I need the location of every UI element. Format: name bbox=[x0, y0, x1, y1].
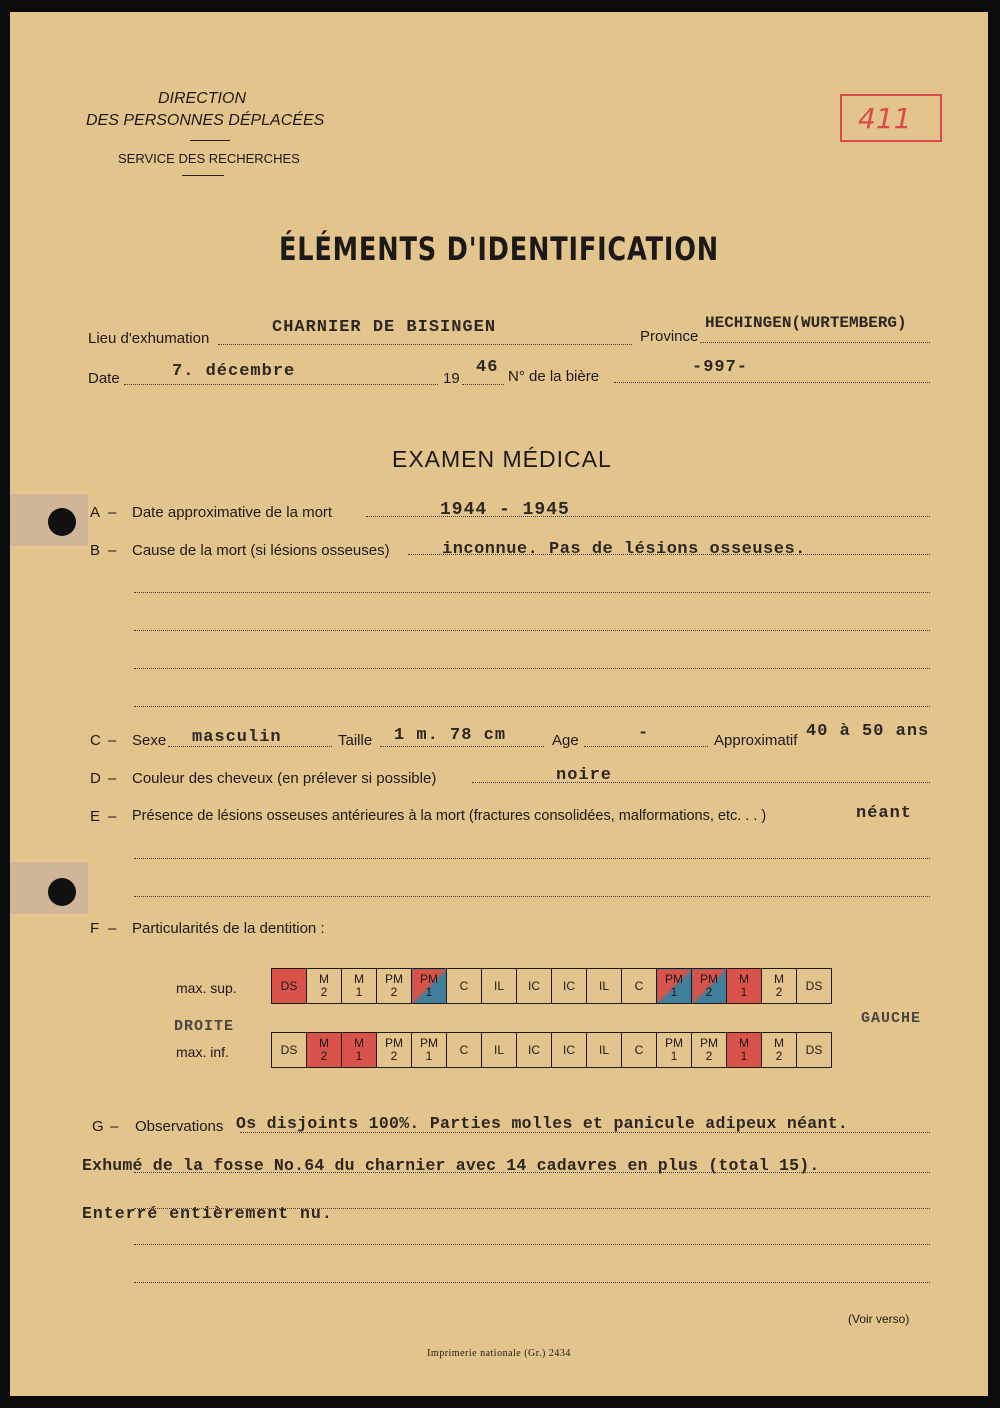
field-b-label: Cause de la mort (si lésions osseuses) bbox=[132, 542, 390, 559]
tooth-type: IL bbox=[493, 1042, 504, 1057]
dotted-line bbox=[584, 746, 708, 747]
header-service: SERVICE DES RECHERCHES bbox=[118, 151, 300, 166]
dotted-line bbox=[134, 858, 930, 859]
tooth-number: 1 bbox=[425, 985, 433, 999]
tooth-type: C bbox=[634, 978, 644, 993]
field-a-letter: A bbox=[90, 504, 101, 521]
province-label: Province bbox=[640, 328, 699, 345]
lesions-value: néant bbox=[856, 804, 913, 823]
tooth-type: IC bbox=[563, 978, 575, 993]
dash: – bbox=[108, 770, 117, 787]
upper-tooth-cell bbox=[552, 969, 587, 1004]
dotted-line bbox=[380, 746, 544, 747]
place-label: Lieu d'exhumation bbox=[88, 330, 210, 347]
dash: – bbox=[110, 1118, 119, 1135]
tooth-type: M bbox=[774, 972, 784, 986]
observations-line-3: Enterré entièrement nu. bbox=[82, 1204, 333, 1223]
tooth-number: 2 bbox=[705, 985, 713, 999]
tooth-type: PM bbox=[665, 972, 683, 986]
upper-tooth-cell bbox=[307, 969, 342, 1004]
tooth-type: IL bbox=[598, 978, 609, 993]
tooth-number: 1 bbox=[740, 1049, 748, 1063]
upper-teeth-chart bbox=[271, 968, 832, 1004]
tooth-type: IC bbox=[528, 978, 540, 993]
tooth-type: M bbox=[319, 972, 329, 986]
tooth-type: M bbox=[354, 1036, 364, 1050]
dotted-line bbox=[134, 592, 930, 593]
tooth-type: M bbox=[739, 1036, 749, 1050]
field-d-letter: D bbox=[90, 770, 101, 787]
dotted-line bbox=[462, 384, 504, 385]
dotted-line bbox=[134, 630, 930, 631]
lower-tooth-cell bbox=[482, 1033, 517, 1068]
field-a-label: Date approximative de la mort bbox=[132, 504, 333, 521]
tooth-type: PM bbox=[385, 972, 403, 986]
upper-tooth-cell bbox=[517, 969, 552, 1004]
date-label: Date bbox=[88, 370, 120, 387]
dotted-line bbox=[218, 344, 632, 345]
tooth-type: IL bbox=[598, 1042, 609, 1057]
sex-value: masculin bbox=[192, 728, 282, 747]
upper-tooth-cell bbox=[482, 969, 517, 1004]
divider bbox=[190, 140, 230, 141]
field-a-value: 1944 - 1945 bbox=[440, 500, 570, 520]
tooth-type: C bbox=[459, 1042, 469, 1057]
year-prefix: 19 bbox=[443, 370, 460, 387]
lower-tooth-cell bbox=[342, 1033, 377, 1068]
tooth-type: DS bbox=[280, 978, 298, 993]
header-department: DES PERSONNES DÉPLACÉES bbox=[86, 112, 325, 129]
lower-tooth-cell bbox=[447, 1033, 482, 1068]
dash: – bbox=[108, 732, 117, 749]
tooth-type: DS bbox=[805, 978, 823, 993]
tooth-type: PM bbox=[700, 1036, 718, 1050]
dotted-line bbox=[134, 668, 930, 669]
right-side-label: DROITE bbox=[174, 1018, 235, 1035]
province-value: HECHINGEN(WURTEMBERG) bbox=[705, 314, 907, 332]
lower-tooth-cell bbox=[727, 1033, 762, 1068]
field-f-letter: F bbox=[90, 920, 100, 937]
tooth-number: 2 bbox=[705, 1049, 713, 1063]
dotted-line bbox=[134, 1244, 930, 1245]
dotted-line bbox=[614, 382, 930, 383]
tooth-type: M bbox=[319, 1036, 329, 1050]
lower-tooth-cell bbox=[517, 1033, 552, 1068]
height-label: Taille bbox=[338, 732, 373, 749]
lower-tooth-cell bbox=[412, 1033, 447, 1068]
upper-tooth-cell bbox=[272, 969, 307, 1004]
divider bbox=[182, 175, 224, 176]
approx-label: Approximatif bbox=[714, 732, 798, 749]
upper-tooth-cell bbox=[412, 969, 447, 1004]
tooth-number: 2 bbox=[390, 985, 398, 999]
tooth-type: PM bbox=[420, 1036, 438, 1050]
place-value: CHARNIER DE BISINGEN bbox=[272, 318, 497, 337]
hair-label: Couleur des cheveux (en prélever si possible) bbox=[132, 770, 437, 787]
lower-tooth-cell bbox=[552, 1033, 587, 1068]
tooth-type: PM bbox=[420, 972, 438, 986]
lower-tooth-cell bbox=[797, 1033, 832, 1068]
form-page bbox=[10, 12, 988, 1396]
file-number-stamp bbox=[840, 94, 942, 142]
field-b-value: inconnue. Pas de lésions osseuses. bbox=[442, 540, 806, 559]
punch-hole bbox=[48, 508, 76, 536]
sex-label: Sexe bbox=[132, 732, 167, 749]
lower-tooth-cell bbox=[272, 1033, 307, 1068]
lower-tooth-cell bbox=[307, 1033, 342, 1068]
tooth-type: PM bbox=[385, 1036, 403, 1050]
upper-tooth-cell bbox=[587, 969, 622, 1004]
lower-tooth-cell bbox=[762, 1033, 797, 1068]
tooth-type: C bbox=[634, 1042, 644, 1057]
dotted-line bbox=[700, 342, 930, 343]
tooth-type: PM bbox=[700, 972, 718, 986]
date-value: 7. décembre bbox=[172, 362, 296, 381]
dash: – bbox=[108, 920, 117, 937]
dotted-line bbox=[472, 782, 930, 783]
upper-tooth-cell bbox=[447, 969, 482, 1004]
dotted-line bbox=[124, 384, 438, 385]
tooth-type: PM bbox=[665, 1036, 683, 1050]
age-label: Age bbox=[552, 732, 579, 749]
dentition-label: Particularités de la dentition : bbox=[132, 920, 325, 937]
printer-imprint: Imprimerie nationale (Gr.) 2434 bbox=[427, 1348, 571, 1359]
tooth-type: DS bbox=[280, 1042, 298, 1057]
tooth-type: M bbox=[774, 1036, 784, 1050]
tooth-number: 2 bbox=[320, 985, 328, 999]
lower-tooth-cell bbox=[587, 1033, 622, 1068]
header-direction: DIRECTION bbox=[158, 90, 246, 107]
tooth-number: 1 bbox=[425, 1049, 433, 1063]
field-g-letter: G bbox=[92, 1118, 104, 1135]
year-value: 46 bbox=[476, 358, 499, 377]
coffin-value: -997- bbox=[692, 358, 749, 377]
lower-tooth-cell bbox=[622, 1033, 657, 1068]
upper-tooth-cell bbox=[797, 969, 832, 1004]
lower-tooth-cell bbox=[377, 1033, 412, 1068]
height-value: 1 m. 78 cm bbox=[394, 726, 507, 745]
tooth-number: 1 bbox=[670, 985, 678, 999]
tooth-type: IL bbox=[493, 978, 504, 993]
dotted-line bbox=[134, 706, 930, 707]
tooth-type: IC bbox=[528, 1042, 540, 1057]
file-number: 411 bbox=[858, 102, 912, 135]
lower-teeth-chart bbox=[271, 1032, 832, 1068]
age-value: - bbox=[638, 724, 650, 743]
upper-tooth-cell bbox=[657, 969, 692, 1004]
lesions-label: Présence de lésions osseuses antérieures à la mort (fractures consolidées, malformations, etc. . . ) bbox=[132, 808, 767, 824]
field-b-letter: B bbox=[90, 542, 101, 559]
lower-tooth-cell bbox=[657, 1033, 692, 1068]
left-side-label: GAUCHE bbox=[861, 1010, 922, 1027]
max-sup-label: max. sup. bbox=[176, 980, 237, 996]
tooth-type: C bbox=[459, 978, 469, 993]
observations-line-1: Os disjoints 100%. Parties molles et panicule adipeux néant. bbox=[236, 1114, 849, 1133]
dotted-line bbox=[134, 896, 930, 897]
tooth-number: 2 bbox=[320, 1049, 328, 1063]
tooth-type: M bbox=[354, 972, 364, 986]
form-title: ÉLÉMENTS D'IDENTIFICATION bbox=[278, 230, 720, 268]
upper-tooth-cell bbox=[622, 969, 657, 1004]
dotted-line bbox=[134, 1282, 930, 1283]
dash: – bbox=[108, 504, 117, 521]
approx-value: 40 à 50 ans bbox=[806, 722, 930, 741]
exam-title: EXAMEN MÉDICAL bbox=[392, 446, 612, 472]
tooth-type: IC bbox=[563, 1042, 575, 1057]
tooth-number: 1 bbox=[355, 985, 363, 999]
tooth-type: DS bbox=[805, 1042, 823, 1057]
tooth-number: 2 bbox=[390, 1049, 398, 1063]
max-inf-label: max. inf. bbox=[176, 1044, 229, 1060]
hair-value: noire bbox=[556, 766, 613, 785]
observations-label: Observations bbox=[135, 1118, 224, 1135]
lower-tooth-cell bbox=[692, 1033, 727, 1068]
field-c-letter: C bbox=[90, 732, 101, 749]
field-e-letter: E bbox=[90, 808, 101, 825]
punch-hole bbox=[48, 878, 76, 906]
observations-line-2: Exhumé de la fosse No.64 du charnier avec 14 cadavres en plus (total 15). bbox=[82, 1156, 820, 1175]
upper-tooth-cell bbox=[727, 969, 762, 1004]
tooth-number: 1 bbox=[740, 985, 748, 999]
upper-tooth-cell bbox=[762, 969, 797, 1004]
tooth-number: 2 bbox=[775, 985, 783, 999]
tooth-number: 1 bbox=[670, 1049, 678, 1063]
tooth-type: M bbox=[739, 972, 749, 986]
upper-tooth-cell bbox=[342, 969, 377, 1004]
upper-tooth-cell bbox=[692, 969, 727, 1004]
tooth-number: 1 bbox=[355, 1049, 363, 1063]
tooth-number: 2 bbox=[775, 1049, 783, 1063]
see-back-note: (Voir verso) bbox=[848, 1312, 910, 1326]
dash: – bbox=[108, 808, 117, 825]
dash: – bbox=[108, 542, 117, 559]
upper-tooth-cell bbox=[377, 969, 412, 1004]
coffin-label: N° de la bière bbox=[508, 368, 600, 385]
